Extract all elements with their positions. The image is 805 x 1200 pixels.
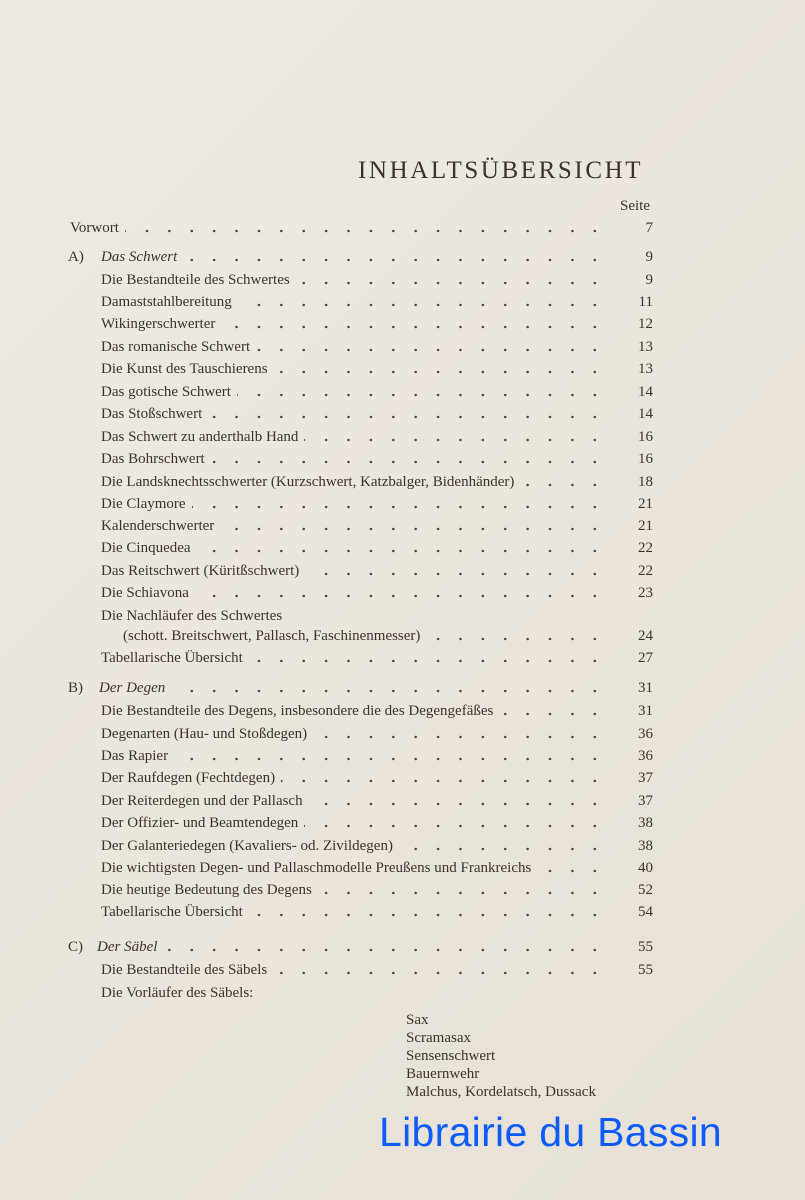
dot-leader [520, 472, 606, 492]
page-number: 55 [638, 939, 653, 955]
entry-title: Der Offizier- und Beamtendegen [101, 815, 299, 831]
sub-item: Sensenschwert [406, 1048, 496, 1064]
dot-leader [499, 701, 606, 721]
entry-title: Kalenderschwerter [101, 518, 215, 534]
entry-title: Die Bestandteile des Degens, insbesondere die des Degengefäßes [101, 703, 494, 719]
dot-leader [208, 404, 606, 424]
entry-title: Tabellarische Übersicht [101, 904, 243, 920]
page-number: 21 [638, 496, 653, 512]
sub-item: Scramasax [406, 1030, 471, 1046]
entry-title: Das Reitschwert (Küritßschwert) [101, 563, 300, 579]
toc-entry [0, 937, 805, 957]
toc-entry [0, 724, 805, 744]
toc-entry [0, 494, 805, 514]
toc-entry [0, 583, 805, 603]
page-number: 31 [638, 680, 653, 696]
entry-title: Vorwort [70, 220, 119, 236]
page-number: 14 [638, 384, 653, 400]
toc-entry [0, 382, 805, 402]
page-number: 9 [645, 272, 653, 288]
page-number: 9 [645, 249, 653, 265]
toc-entry [0, 337, 805, 357]
dot-leader [220, 516, 606, 536]
entry-title: Die Vorläufer des Säbels: [101, 985, 254, 1001]
page-number: 16 [638, 451, 653, 467]
toc-entry [0, 270, 805, 290]
entry-title: Degenarten (Hau- und Stoßdegen) [101, 726, 308, 742]
entry-title: Die Cinquedea [101, 540, 191, 556]
page-number: 13 [638, 361, 653, 377]
dot-leader [197, 538, 606, 558]
page-number: 18 [638, 474, 653, 490]
page-number: 22 [638, 540, 653, 556]
page-title: INHALTSÜBERSICHT [358, 157, 644, 184]
section-letter: C) [68, 939, 83, 955]
toc-entry [0, 746, 805, 766]
dot-leader [237, 382, 606, 402]
toc-entry [0, 701, 805, 721]
toc-entry [0, 606, 805, 626]
dot-leader [174, 746, 606, 766]
toc-entry [0, 449, 805, 469]
dot-leader [273, 960, 606, 980]
toc-entry [0, 960, 805, 980]
toc-entry [0, 427, 805, 447]
toc-entry [0, 626, 805, 646]
entry-title: Das Bohrschwert [101, 451, 205, 467]
page-number: 37 [638, 793, 653, 809]
dot-leader [211, 449, 606, 469]
dot-leader [426, 626, 606, 646]
entry-title: Wikingerschwerter [101, 316, 216, 332]
entry-title: (schott. Breitschwert, Pallasch, Faschinenmesser) [123, 628, 421, 644]
page-number: 36 [638, 748, 653, 764]
entry-title: Der Reiterdegen und der Pallasch [101, 793, 303, 809]
dot-leader [192, 494, 606, 514]
entry-title: Der Galanteriedegen (Kavaliers- od. Zivildegen) [101, 838, 393, 854]
entry-title: Der Raufdegen (Fechtdegen) [101, 770, 276, 786]
entry-title: Der Säbel [97, 939, 158, 955]
toc-entry [0, 516, 805, 536]
page-number: 11 [638, 294, 653, 310]
page-number: 55 [638, 962, 653, 978]
dot-leader [256, 337, 606, 357]
entry-title: Das Schwert [101, 249, 178, 265]
toc-entry [0, 247, 805, 267]
toc-entry [0, 538, 805, 558]
toc-entry [0, 678, 805, 698]
entry-title: Das Stoßschwert [101, 406, 203, 422]
page-number: 37 [638, 770, 653, 786]
page-number: 40 [638, 860, 653, 876]
dot-leader [221, 314, 606, 334]
sub-item: Bauernwehr [406, 1066, 480, 1082]
page-number: 24 [638, 628, 653, 644]
dot-leader [183, 247, 606, 267]
toc-entry [0, 813, 805, 833]
dot-leader [313, 724, 606, 744]
page-number: 14 [638, 406, 653, 422]
dot-leader [195, 583, 606, 603]
dot-leader [537, 858, 606, 878]
section-letter: B) [68, 680, 83, 696]
entry-title: Das Schwert zu anderthalb Hand [101, 429, 299, 445]
page-column-header: Seite [620, 198, 650, 214]
dot-leader [318, 880, 606, 900]
dot-leader [296, 270, 606, 290]
page-number: 31 [638, 703, 653, 719]
dot-leader [305, 561, 606, 581]
toc-entry [0, 359, 805, 379]
page-number: 54 [638, 904, 653, 920]
page-number: 38 [638, 838, 653, 854]
page-number: 36 [638, 726, 653, 742]
dot-leader [125, 218, 606, 238]
sub-item: Sax [406, 1012, 429, 1028]
entry-title: Tabellarische Übersicht [101, 650, 243, 666]
dot-leader [249, 648, 606, 668]
page-number: 13 [638, 339, 653, 355]
entry-title: Die Bestandteile des Schwertes [101, 272, 290, 288]
entry-title: Die Nachläufer des Schwertes [101, 608, 283, 624]
toc-entry [0, 902, 805, 922]
entry-title: Die wichtigsten Degen- und Pallaschmodelle Preußens und Frankreichs [101, 860, 532, 876]
dot-leader [281, 768, 606, 788]
entry-title: Das romanische Schwert [101, 339, 251, 355]
entry-title: Die Landsknechtsschwerter (Kurzschwert, Katzbalger, Bidenhänder) [101, 474, 515, 490]
entry-title: Die heutige Bedeutung des Degens [101, 882, 312, 898]
watermark-logo: Librairie du Bassin [379, 1109, 722, 1155]
toc-entry [0, 768, 805, 788]
dot-leader [309, 791, 606, 811]
toc-entry [0, 472, 805, 492]
page-number: 52 [638, 882, 653, 898]
entry-title: Die Claymore [101, 496, 186, 512]
toc-entry [0, 836, 805, 856]
toc-entry [0, 561, 805, 581]
toc-entry [0, 880, 805, 900]
dot-leader [399, 836, 606, 856]
entry-title: Die Schiavona [101, 585, 189, 601]
dot-leader [274, 359, 606, 379]
dot-leader [163, 937, 606, 957]
page-number: 27 [638, 650, 653, 666]
entry-title: Die Kunst des Tauschierens [101, 361, 268, 377]
toc-entry [0, 404, 805, 424]
page-number: 21 [638, 518, 653, 534]
dot-leader [249, 902, 606, 922]
dot-leader [171, 678, 606, 698]
toc-entry [0, 218, 805, 238]
entry-title: Der Degen [99, 680, 166, 696]
dot-leader [238, 292, 606, 312]
sub-item: Malchus, Kordelatsch, Dussack [406, 1084, 596, 1100]
page-number: 22 [638, 563, 653, 579]
entry-title: Das gotische Schwert [101, 384, 231, 400]
toc-entry [0, 858, 805, 878]
page-number: 16 [638, 429, 653, 445]
toc-entry [0, 314, 805, 334]
toc-entry [0, 292, 805, 312]
page-number: 23 [638, 585, 653, 601]
entry-title: Die Bestandteile des Säbels [101, 962, 268, 978]
section-letter: A) [68, 249, 84, 265]
toc-entry [0, 983, 805, 1003]
entry-title: Damaststahlbereitung [101, 294, 232, 310]
dot-leader [304, 813, 606, 833]
entry-title: Das Rapier [101, 748, 169, 764]
page-number: 12 [638, 316, 653, 332]
page-number: 7 [645, 220, 653, 236]
dot-leader [304, 427, 606, 447]
page-number: 38 [638, 815, 653, 831]
toc-entry [0, 648, 805, 668]
toc-entry [0, 791, 805, 811]
